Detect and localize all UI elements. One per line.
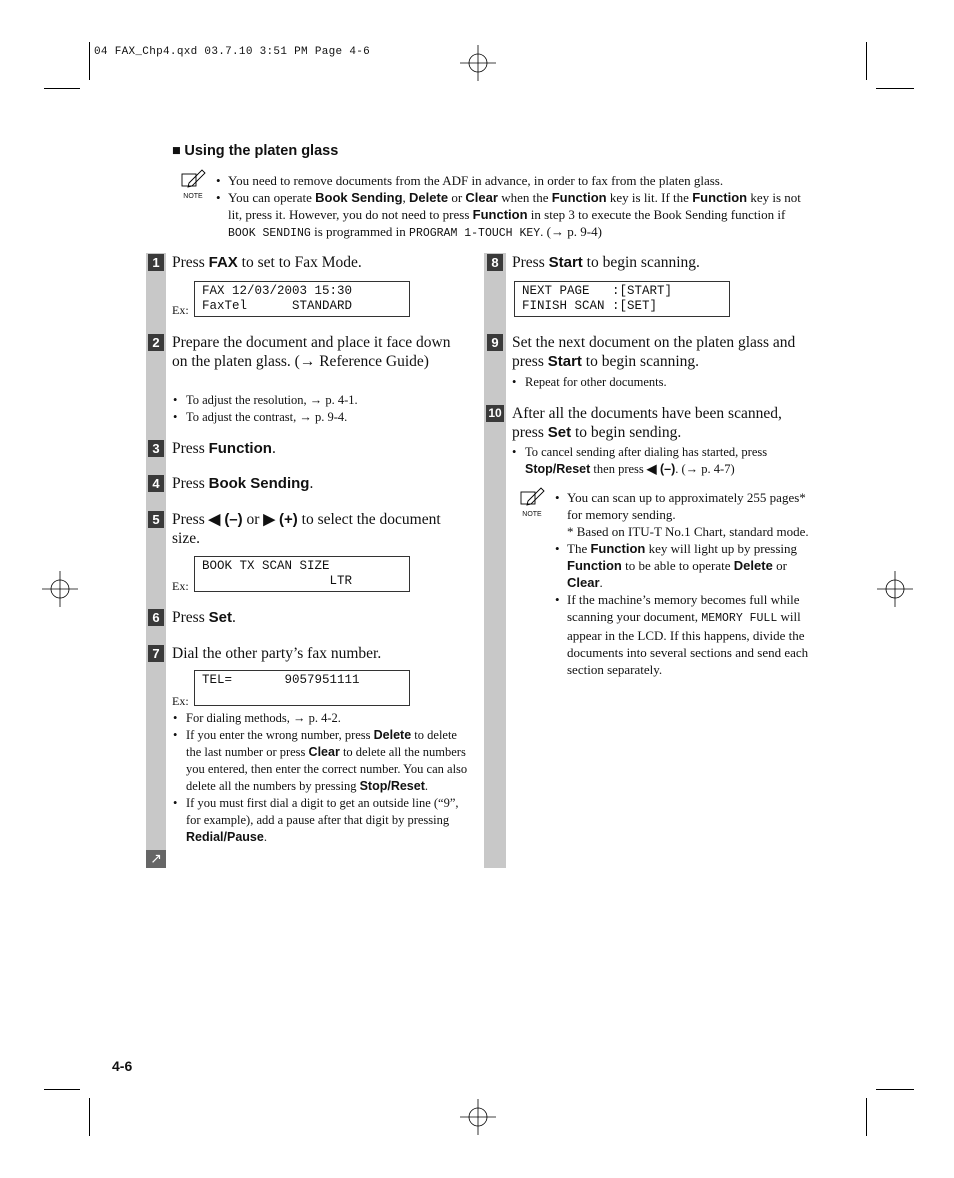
- note-text: or: [448, 190, 466, 205]
- step-text: Press: [172, 475, 209, 492]
- key-name: Set: [208, 609, 232, 626]
- step-2-bullets: [173, 392, 473, 426]
- key-name: Set: [547, 423, 572, 441]
- step-text: Press: [172, 609, 209, 626]
- step-7-text: Dial the other party’s fax number.: [172, 645, 382, 662]
- note-text: .: [599, 575, 603, 590]
- step-text: .: [309, 475, 314, 492]
- note-text: You need to remove documents from the ADF in advance, in order to fax from the platen glass.: [228, 173, 724, 188]
- step-10-bullets: [512, 444, 812, 478]
- key-name: ▶ (+): [263, 511, 298, 528]
- key-name: Stop/Reset: [525, 462, 591, 476]
- print-slug: 04 FAX_Chp4.qxd 03.7.10 3:51 PM Page 4-6: [94, 46, 371, 58]
- note-item: [555, 489, 813, 540]
- key-name: Clear: [465, 190, 498, 205]
- step-4-text: [172, 475, 313, 494]
- step-text: After all the documents have been scanned, press: [512, 405, 782, 441]
- step-text: to begin scanning.: [582, 254, 700, 271]
- step-text: or: [242, 511, 264, 528]
- bullet-item: [173, 727, 469, 795]
- step-text: to begin scanning.: [581, 352, 700, 370]
- step-text: Press: [512, 254, 549, 271]
- step-text: .: [231, 609, 236, 626]
- key-name: Function: [567, 558, 622, 573]
- crop-mark: [89, 1098, 90, 1136]
- key-name: Function: [551, 190, 607, 205]
- step-text: Press: [172, 254, 209, 271]
- note-text: You can operate: [228, 190, 316, 205]
- step-number: 4: [148, 475, 164, 492]
- note-text: key is not lit, press it. However, you do not need to press: [228, 190, 801, 222]
- key-name: Clear: [567, 575, 600, 590]
- note-text: when the: [497, 190, 552, 205]
- step-number: 8: [487, 254, 503, 271]
- note-icon: [517, 486, 547, 518]
- example-label: Ex:: [172, 579, 189, 593]
- step-text: .: [271, 440, 276, 457]
- key-name: Redial/Pause: [186, 830, 264, 844]
- key-name: Function: [692, 190, 748, 205]
- step-5-text: [172, 511, 462, 548]
- bullet-item: • Repeat for other documents.: [512, 374, 812, 391]
- note-text: in step 3 to execute the Book Sending function if: [527, 207, 786, 222]
- continue-arrow-icon: ↗: [146, 850, 166, 868]
- key-name: Delete: [409, 190, 449, 205]
- registration-mark-icon: [460, 1099, 496, 1135]
- step-number: 10: [486, 405, 504, 422]
- example-label: Ex:: [172, 303, 189, 317]
- bullet-item: • To adjust the resolution, → p. 4-1.: [173, 392, 473, 409]
- note-item: [555, 591, 813, 678]
- note-text: The: [567, 541, 591, 556]
- note-text: to be able to operate: [621, 558, 734, 573]
- crop-mark: [866, 42, 867, 80]
- bullet-item: [512, 444, 812, 478]
- step-text: to set to Fax Mode.: [237, 254, 362, 271]
- section-marker: ■: [172, 143, 181, 159]
- step-10-text: [512, 405, 817, 442]
- bullet-text: To cancel sending after dialing has started, press: [525, 445, 768, 459]
- crop-mark: [866, 1098, 867, 1136]
- lcd-display: BOOK TX SCAN SIZE LTR: [194, 556, 410, 592]
- bullet-text: to delete all the numbers you entered, then enter the correct number. You can also delete all the numbers by pressing: [186, 745, 468, 793]
- step-9-bullets: [512, 374, 812, 391]
- step-number: 1: [148, 254, 164, 271]
- lcd-display: TEL= 9057951111: [194, 670, 410, 706]
- bullet-text: .: [263, 830, 267, 844]
- note-item: [216, 189, 814, 242]
- note-item: [216, 172, 814, 189]
- step-text: Set the next document on the platen glass and press: [512, 334, 796, 370]
- key-name: Book Sending: [208, 475, 310, 492]
- step-number: 2: [148, 334, 164, 351]
- bullet-text: If you must first dial a digit to get an outside line (“9”, for example), add a pause after that digit by pressing: [186, 796, 459, 827]
- bullet-text: . (→ p. 4-7): [675, 462, 735, 476]
- key-name: Delete: [373, 728, 412, 742]
- key-name: Stop/Reset: [359, 779, 425, 793]
- note-label: NOTE: [522, 511, 542, 518]
- note-footnote: * Based on ITU-T No.1 Chart, standard mode.: [567, 524, 809, 539]
- note-text: key is lit. If the: [606, 190, 693, 205]
- note-text: key will light up by pressing: [645, 541, 798, 556]
- note-text: or: [772, 558, 787, 573]
- crop-mark: [89, 42, 90, 80]
- right-notes: [555, 489, 813, 678]
- lcd-term: BOOK SENDING: [228, 227, 311, 240]
- note-label: NOTE: [183, 193, 203, 200]
- registration-mark-icon: [42, 571, 78, 607]
- section-heading: [172, 143, 338, 160]
- crop-mark: [44, 88, 80, 89]
- step-9-text: [512, 334, 812, 371]
- step-text: Press: [172, 511, 209, 528]
- step-8-text: [512, 254, 822, 273]
- bullet-item: • To adjust the contrast, → p. 9-4.: [173, 409, 473, 426]
- note-item: [555, 540, 813, 591]
- crop-mark: [44, 1089, 80, 1090]
- note-text: is programmed in: [310, 224, 410, 239]
- bullet-text: If you enter the wrong number, press: [186, 728, 374, 742]
- step-1-text: [172, 254, 472, 273]
- section-title: Using the platen glass: [184, 143, 339, 159]
- lcd-display: NEXT PAGE :[START] FINISH SCAN :[SET]: [514, 281, 730, 317]
- bullet-item: [173, 795, 469, 846]
- step-6-text: [172, 609, 236, 628]
- note-text: will appear in the LCD. If this happens, divide the documents into several sections and send each section separately.: [567, 609, 809, 677]
- note-text: If the machine’s memory becomes full while scanning your document,: [567, 592, 800, 624]
- step-number: 5: [148, 511, 164, 528]
- bullet-text: then press: [590, 462, 647, 476]
- key-name: Book Sending: [315, 190, 403, 205]
- key-name: Start: [548, 254, 583, 271]
- step-text: to begin sending.: [571, 423, 682, 441]
- key-name: Clear: [308, 745, 340, 759]
- note-text: ,: [402, 190, 410, 205]
- page-number: 4-6: [112, 1058, 133, 1074]
- note-icon: [178, 168, 208, 200]
- registration-mark-icon: [877, 571, 913, 607]
- key-name: ◀ (–): [646, 462, 676, 476]
- step-7-bullets: [173, 710, 469, 846]
- example-label: Ex:: [172, 694, 189, 708]
- key-name: Function: [208, 440, 272, 457]
- note-text: You can scan up to approximately 255 pages* for memory sending.: [567, 490, 806, 522]
- step-2-text: Prepare the document and place it face down on the platen glass. (→ Reference Guide): [172, 334, 451, 370]
- key-name: Start: [547, 352, 582, 370]
- key-name: Function: [590, 541, 646, 556]
- step-3-text: [172, 440, 276, 459]
- lcd-term: MEMORY FULL: [701, 612, 778, 625]
- note-text: . (→ p. 9-4): [540, 224, 602, 239]
- top-notes: [216, 172, 814, 242]
- bullet-text: .: [424, 779, 428, 793]
- step-text: Press: [172, 440, 209, 457]
- key-name: FAX: [208, 254, 238, 271]
- step-number: 9: [487, 334, 503, 351]
- bullet-text: to delete the last number or press: [186, 728, 457, 759]
- key-name: Delete: [733, 558, 773, 573]
- step-number: 7: [148, 645, 164, 662]
- registration-mark-icon: [460, 45, 496, 81]
- crop-mark: [876, 1089, 914, 1090]
- crop-mark: [876, 88, 914, 89]
- step-number: 3: [148, 440, 164, 457]
- bullet-item: • For dialing methods, → p. 4-2.: [173, 710, 469, 727]
- lcd-display: FAX 12/03/2003 15:30 FaxTel STANDARD: [194, 281, 410, 317]
- step-number: 6: [148, 609, 164, 626]
- key-name: Function: [472, 207, 528, 222]
- lcd-term: PROGRAM 1-TOUCH KEY: [409, 227, 541, 240]
- step-text: to select the document size.: [172, 511, 441, 547]
- key-name: ◀ (–): [208, 511, 243, 528]
